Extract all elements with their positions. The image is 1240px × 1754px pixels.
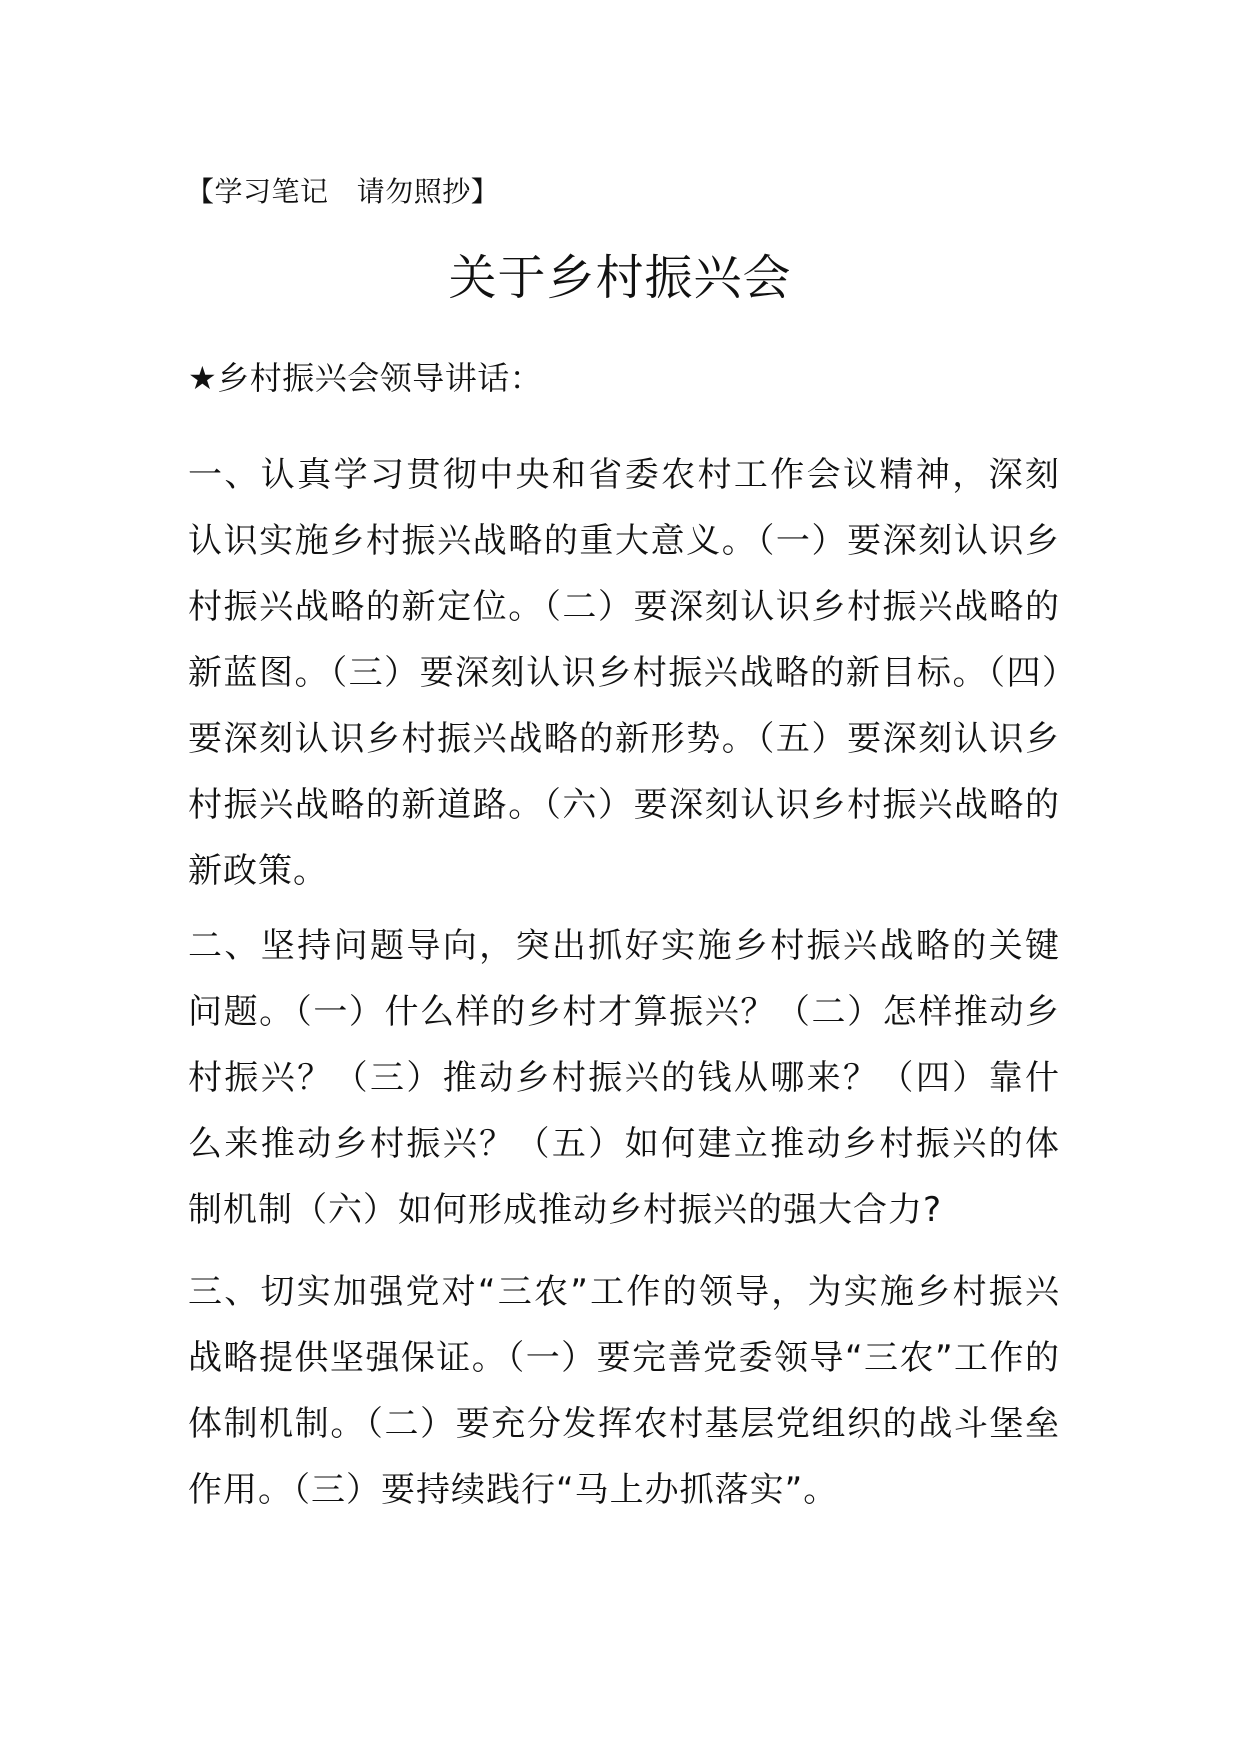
paragraph-3: 三、切实加强党对“三农”工作的领导，为实施乡村振兴战略提供坚强保证。（一）要完善党委领导“三农”工作的体制机制。（二）要充分发挥农村基层党组织的战斗堡垒作用。（三）要持续践行“马上办抓落实”。 <box>188 1272 1060 1510</box>
document-title: 关于乡村振兴会 <box>448 250 792 306</box>
study-note-label: 【学习笔记 请勿照抄】 <box>186 175 500 208</box>
paragraph-1: 一、认真学习贯彻中央和省委农村工作会议精神，深刻认识实施乡村振兴战略的重大意义。（一）要深刻认识乡村振兴战略的新定位。（二）要深刻认识乡村振兴战略的新蓝图。（三）要深刻认识乡村振兴战略的新目标。（四）要深刻认识乡村振兴战略的新形势。（五）要深刻认识乡村振兴战略的新道路。（六）要深刻认识乡村振兴战略的新政策。 <box>188 455 1060 891</box>
paragraph-2: 二、坚持问题导向，突出抓好实施乡村振兴战略的关键问题。（一）什么样的乡村才算振兴？（二）怎样推动乡村振兴？（三）推动乡村振兴的钱从哪来？（四）靠什么来推动乡村振兴？（五）如何建立推动乡村振兴的体制机制（六）如何形成推动乡村振兴的强大合力? <box>188 926 1060 1230</box>
section-subheading: ★乡村振兴会领导讲话： <box>188 359 543 397</box>
